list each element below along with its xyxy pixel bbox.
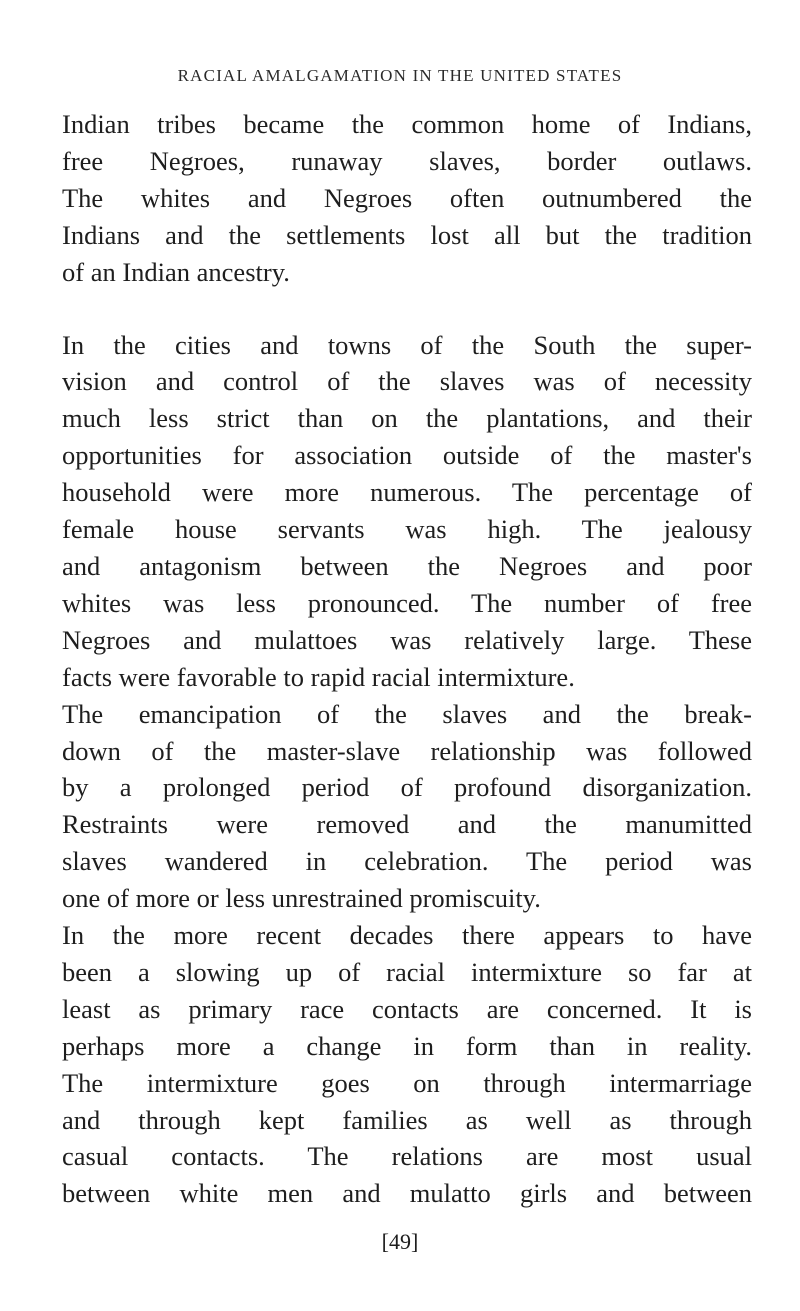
text-line: one of more or less unrestrained promiscuity.	[62, 883, 541, 914]
paragraph-3	[62, 696, 752, 917]
text-line: of an Indian ancestry.	[62, 256, 290, 287]
text-line: casual contacts. The relations are most usual	[62, 1141, 752, 1172]
paragraph-2	[62, 327, 752, 696]
text-line: In the cities and towns of the South the super-	[62, 329, 752, 360]
text-line: The whites and Negroes often outnumbered the	[62, 182, 752, 213]
text-line: facts were favorable to rapid racial intermixture.	[62, 661, 575, 692]
text-line: The emancipation of the slaves and the break-	[62, 698, 752, 729]
paragraph-spacer	[62, 291, 752, 327]
text-line: free Negroes, runaway slaves, border outlaws.	[62, 145, 752, 176]
text-line: much less strict than on the plantations, and their	[62, 403, 752, 434]
text-line: household were more numerous. The percentage of	[62, 477, 752, 508]
body-text	[62, 106, 752, 1212]
text-line: The intermixture goes on through intermarriage	[62, 1067, 752, 1098]
text-line: by a prolonged period of profound disorganization.	[62, 772, 752, 803]
text-line: Restraints were removed and the manumitted	[62, 809, 752, 840]
text-line: been a slowing up of racial intermixture so far at	[62, 956, 752, 987]
text-line: slaves wandered in celebration. The period was	[62, 846, 752, 877]
text-line: perhaps more a change in form than in reality.	[62, 1030, 752, 1061]
text-line: between white men and mulatto girls and between	[62, 1178, 752, 1209]
text-line: whites was less pronounced. The number of free	[62, 587, 752, 618]
paragraph-1	[62, 106, 752, 291]
text-line: Indian tribes became the common home of Indians,	[62, 109, 752, 139]
text-line: female house servants was high. The jealousy	[62, 514, 752, 545]
text-line: In the more recent decades there appears to have	[62, 920, 752, 951]
text-line: Negroes and mulattoes was relatively large. These	[62, 624, 752, 655]
text-line: and through kept families as well as through	[62, 1104, 752, 1135]
page-number: [49]	[381, 1229, 419, 1254]
text-line: least as primary race contacts are concerned. It is	[62, 993, 752, 1024]
paragraph-4	[62, 917, 752, 1212]
running-head: RACIAL AMALGAMATION IN THE UNITED STATES	[177, 66, 623, 85]
text-line: down of the master-slave relationship was followed	[62, 735, 752, 766]
text-line: and antagonism between the Negroes and poor	[62, 550, 752, 581]
text-line: Indians and the settlements lost all but the tradition	[62, 219, 752, 250]
text-line: vision and control of the slaves was of necessity	[62, 366, 752, 397]
text-line: opportunities for association outside of the master's	[62, 440, 752, 471]
